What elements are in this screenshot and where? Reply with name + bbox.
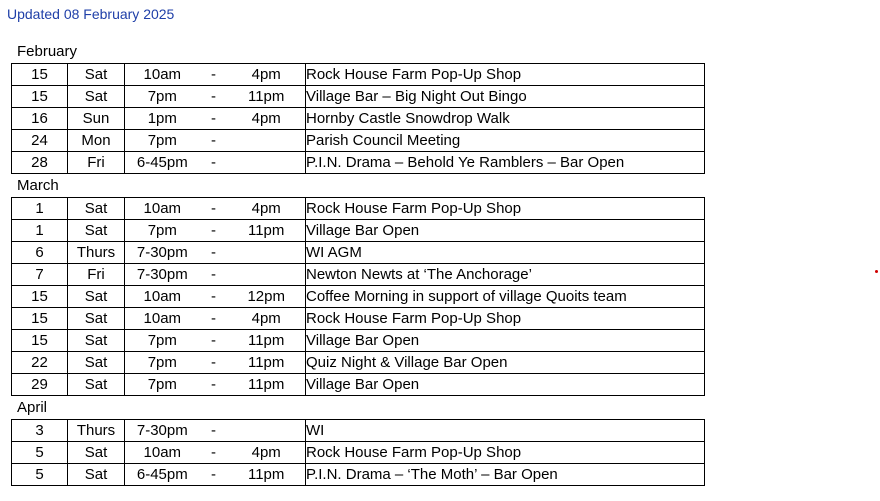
event-description: Hornby Castle Snowdrop Walk bbox=[306, 108, 705, 130]
event-row bbox=[12, 464, 705, 486]
event-weekday: Sat bbox=[68, 198, 125, 220]
start-time: 10am bbox=[143, 444, 182, 461]
event-description: WI bbox=[306, 420, 705, 442]
end-time: 11pm bbox=[247, 332, 285, 349]
events-table-april bbox=[11, 419, 705, 486]
end-time: 11pm bbox=[247, 466, 285, 483]
event-day: 16 bbox=[12, 108, 68, 130]
time-dash: - bbox=[211, 466, 216, 483]
event-day: 15 bbox=[12, 64, 68, 86]
events-table-february bbox=[11, 63, 705, 174]
start-time: 10am bbox=[143, 288, 182, 305]
time-dash: - bbox=[211, 422, 216, 439]
event-row bbox=[12, 442, 705, 464]
time-dash: - bbox=[211, 332, 216, 349]
event-time bbox=[125, 152, 306, 174]
event-row bbox=[12, 220, 705, 242]
time-dash: - bbox=[211, 66, 216, 83]
event-day: 29 bbox=[12, 374, 68, 396]
event-row bbox=[12, 374, 705, 396]
event-row bbox=[12, 64, 705, 86]
end-time: 11pm bbox=[247, 222, 285, 239]
start-time: 10am bbox=[143, 200, 182, 217]
event-description: Rock House Farm Pop-Up Shop bbox=[306, 308, 705, 330]
event-description: Village Bar Open bbox=[306, 220, 705, 242]
event-description: Rock House Farm Pop-Up Shop bbox=[306, 442, 705, 464]
event-weekday: Sat bbox=[68, 330, 125, 352]
event-weekday: Sat bbox=[68, 352, 125, 374]
event-day: 1 bbox=[12, 198, 68, 220]
event-description: Village Bar – Big Night Out Bingo bbox=[306, 86, 705, 108]
event-time bbox=[125, 442, 306, 464]
end-time: 4pm bbox=[251, 66, 281, 83]
start-time: 6-45pm bbox=[136, 154, 188, 171]
event-day: 15 bbox=[12, 330, 68, 352]
time-dash: - bbox=[211, 354, 216, 371]
time-dash: - bbox=[211, 444, 216, 461]
time-dash: - bbox=[211, 244, 216, 261]
time-dash: - bbox=[211, 310, 216, 327]
event-time bbox=[125, 86, 306, 108]
event-time bbox=[125, 242, 306, 264]
event-description: P.I.N. Drama – Behold Ye Ramblers – Bar Open bbox=[306, 152, 705, 174]
event-time bbox=[125, 108, 306, 130]
event-row bbox=[12, 420, 705, 442]
event-description: Village Bar Open bbox=[306, 330, 705, 352]
event-time bbox=[125, 264, 306, 286]
event-row bbox=[12, 130, 705, 152]
end-time: 4pm bbox=[251, 444, 281, 461]
event-row bbox=[12, 330, 705, 352]
event-row bbox=[12, 352, 705, 374]
start-time: 7pm bbox=[147, 332, 177, 349]
event-row bbox=[12, 108, 705, 130]
event-time bbox=[125, 352, 306, 374]
event-weekday: Sat bbox=[68, 286, 125, 308]
event-time bbox=[125, 64, 306, 86]
event-day: 6 bbox=[12, 242, 68, 264]
event-row bbox=[12, 242, 705, 264]
event-weekday: Sat bbox=[68, 464, 125, 486]
month-heading-february: February bbox=[17, 43, 78, 60]
end-time: 4pm bbox=[251, 310, 281, 327]
event-weekday: Sat bbox=[68, 86, 125, 108]
event-description: Quiz Night & Village Bar Open bbox=[306, 352, 705, 374]
event-weekday: Sat bbox=[68, 220, 125, 242]
event-row bbox=[12, 86, 705, 108]
event-day: 7 bbox=[12, 264, 68, 286]
start-time: 10am bbox=[143, 310, 182, 327]
event-weekday: Thurs bbox=[68, 242, 125, 264]
end-time: 11pm bbox=[247, 88, 285, 105]
event-description: WI AGM bbox=[306, 242, 705, 264]
event-day: 22 bbox=[12, 352, 68, 374]
events-table-march bbox=[11, 197, 705, 396]
start-time: 7-30pm bbox=[136, 244, 188, 261]
event-description: Rock House Farm Pop-Up Shop bbox=[306, 64, 705, 86]
end-time: 12pm bbox=[247, 288, 285, 305]
start-time: 6-45pm bbox=[136, 466, 188, 483]
event-weekday: Sat bbox=[68, 64, 125, 86]
time-dash: - bbox=[211, 154, 216, 171]
time-dash: - bbox=[211, 200, 216, 217]
end-time: 11pm bbox=[247, 354, 285, 371]
start-time: 7-30pm bbox=[136, 266, 188, 283]
event-row bbox=[12, 152, 705, 174]
event-weekday: Thurs bbox=[68, 420, 125, 442]
event-day: 5 bbox=[12, 464, 68, 486]
time-dash: - bbox=[211, 88, 216, 105]
event-weekday: Sun bbox=[68, 108, 125, 130]
event-description: Rock House Farm Pop-Up Shop bbox=[306, 198, 705, 220]
event-day: 1 bbox=[12, 220, 68, 242]
time-dash: - bbox=[211, 222, 216, 239]
event-time bbox=[125, 420, 306, 442]
event-row bbox=[12, 198, 705, 220]
start-time: 7pm bbox=[147, 354, 177, 371]
event-day: 24 bbox=[12, 130, 68, 152]
event-day: 3 bbox=[12, 420, 68, 442]
event-description: Newton Newts at ‘The Anchorage’ bbox=[306, 264, 705, 286]
event-time bbox=[125, 286, 306, 308]
event-time bbox=[125, 308, 306, 330]
start-time: 10am bbox=[143, 66, 182, 83]
time-dash: - bbox=[211, 132, 216, 149]
event-weekday: Mon bbox=[68, 130, 125, 152]
end-time: 4pm bbox=[251, 200, 281, 217]
event-description: Coffee Morning in support of village Quoits team bbox=[306, 286, 705, 308]
event-day: 15 bbox=[12, 86, 68, 108]
updated-date: Updated 08 February 2025 bbox=[7, 6, 175, 22]
event-day: 28 bbox=[12, 152, 68, 174]
event-time bbox=[125, 130, 306, 152]
event-description: P.I.N. Drama – ‘The Moth’ – Bar Open bbox=[306, 464, 705, 486]
event-row bbox=[12, 286, 705, 308]
month-heading-april: April bbox=[17, 399, 48, 416]
red-dot-mark bbox=[875, 270, 878, 273]
time-dash: - bbox=[211, 376, 216, 393]
start-time: 7pm bbox=[147, 222, 177, 239]
event-description: Parish Council Meeting bbox=[306, 130, 705, 152]
event-time bbox=[125, 220, 306, 242]
end-time: 11pm bbox=[247, 376, 285, 393]
event-weekday: Sat bbox=[68, 374, 125, 396]
event-weekday: Fri bbox=[68, 264, 125, 286]
event-time bbox=[125, 464, 306, 486]
event-description: Village Bar Open bbox=[306, 374, 705, 396]
event-weekday: Sat bbox=[68, 308, 125, 330]
start-time: 7pm bbox=[147, 376, 177, 393]
time-dash: - bbox=[211, 110, 216, 127]
start-time: 7pm bbox=[147, 132, 177, 149]
end-time: 4pm bbox=[251, 110, 281, 127]
event-weekday: Sat bbox=[68, 442, 125, 464]
event-weekday: Fri bbox=[68, 152, 125, 174]
event-time bbox=[125, 330, 306, 352]
time-dash: - bbox=[211, 288, 216, 305]
event-day: 15 bbox=[12, 308, 68, 330]
start-time: 7-30pm bbox=[136, 422, 188, 439]
start-time: 7pm bbox=[147, 88, 177, 105]
event-day: 5 bbox=[12, 442, 68, 464]
time-dash: - bbox=[211, 266, 216, 283]
event-day: 15 bbox=[12, 286, 68, 308]
event-time bbox=[125, 374, 306, 396]
month-heading-march: March bbox=[17, 177, 59, 194]
event-row bbox=[12, 264, 705, 286]
event-row bbox=[12, 308, 705, 330]
start-time: 1pm bbox=[147, 110, 177, 127]
event-time bbox=[125, 198, 306, 220]
